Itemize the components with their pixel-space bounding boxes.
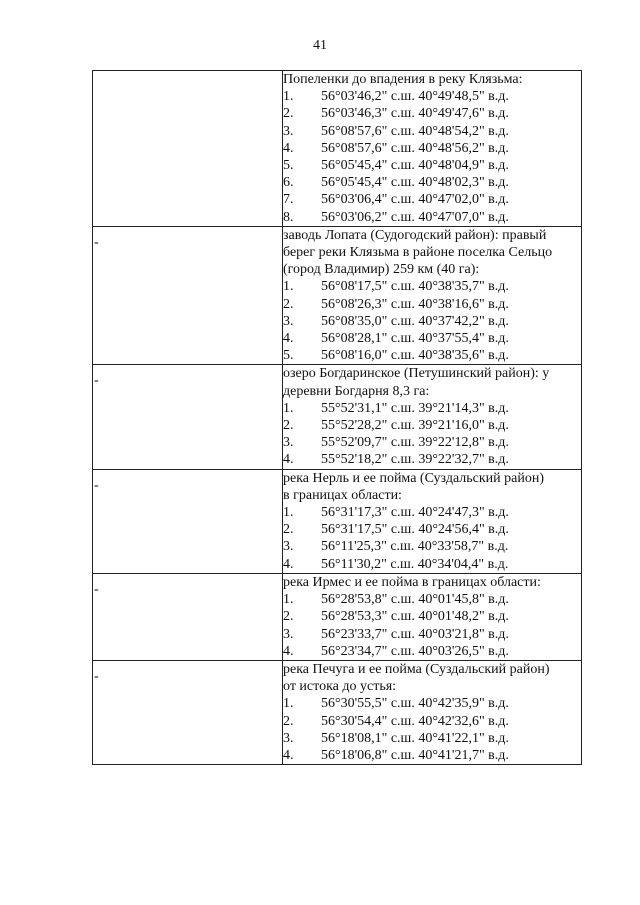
row-marker-cell xyxy=(93,365,283,469)
table-row xyxy=(93,660,582,764)
coordinate-value: 56°03'06,4" с.ш. 40°47'02,0" в.д. xyxy=(321,192,509,208)
coordinate-value: 56°08'28,1" с.ш. 40°37'55,4" в.д. xyxy=(321,331,509,347)
coordinate-value: 56°08'57,6" с.ш. 40°48'56,2" в.д. xyxy=(321,140,509,156)
coordinate-value: 56°31'17,3" с.ш. 40°24'47,3" в.д. xyxy=(321,505,509,521)
coordinate-number: 6. xyxy=(283,175,294,191)
table-row xyxy=(93,226,582,365)
coordinate-value: 56°08'26,3" с.ш. 40°38'16,6" в.д. xyxy=(321,296,509,312)
object-description-cell xyxy=(283,660,582,764)
coordinate-value: 56°23'33,7" с.ш. 40°03'21,8" в.д. xyxy=(321,626,509,642)
coordinate-item xyxy=(283,713,581,730)
coordinate-item xyxy=(283,643,581,660)
row-dash-marker: - xyxy=(94,581,99,597)
coordinate-number: 1. xyxy=(283,696,294,712)
coordinate-number: 4. xyxy=(283,331,294,347)
coordinate-value: 56°30'54,4" с.ш. 40°42'32,6" в.д. xyxy=(321,713,509,729)
coordinate-number: 1. xyxy=(283,592,294,608)
coordinate-value: 55°52'18,2" с.ш. 39°22'32,7" в.д. xyxy=(321,452,509,468)
coordinate-item xyxy=(283,504,581,521)
coordinate-item xyxy=(283,140,581,157)
row-dash-marker: - xyxy=(94,234,99,250)
table-row xyxy=(93,71,582,227)
coordinate-number: 1. xyxy=(283,89,294,105)
coordinate-value: 56°11'25,3" с.ш. 40°33'58,7" в.д. xyxy=(321,539,509,555)
coordinate-item xyxy=(283,88,581,105)
coordinate-value: 56°03'06,2" с.ш. 40°47'07,0" в.д. xyxy=(321,209,509,225)
table-body xyxy=(93,71,582,765)
row-dash-marker: - xyxy=(94,668,99,684)
coordinate-number: 4. xyxy=(283,452,294,468)
coordinate-value: 56°05'45,4" с.ш. 40°48'02,3" в.д. xyxy=(321,175,509,191)
coordinate-item xyxy=(283,730,581,747)
coordinate-number: 3. xyxy=(283,626,294,642)
coordinate-number: 3. xyxy=(283,313,294,329)
coordinate-item xyxy=(283,296,581,313)
object-description-line: река Печуга и ее пойма (Суздальский район) xyxy=(283,661,550,677)
row-dash-marker: - xyxy=(94,477,99,493)
coordinate-value: 56°03'46,3" с.ш. 40°49'47,6" в.д. xyxy=(321,106,509,122)
coordinate-value: 55°52'28,2" с.ш. 39°21'16,0" в.д. xyxy=(321,418,509,434)
object-description-line: берег реки Клязьма в районе поселка Сельцо xyxy=(283,245,553,261)
coordinate-value: 56°28'53,3" с.ш. 40°01'48,2" в.д. xyxy=(321,609,509,625)
coordinate-value: 55°52'31,1" с.ш. 39°21'14,3" в.д. xyxy=(321,400,509,416)
object-description-cell xyxy=(283,71,582,227)
object-description-line: озеро Богдаринское (Петушинский район): у xyxy=(283,366,550,382)
object-description-line: в границах области: xyxy=(283,487,402,503)
coordinate-item xyxy=(283,538,581,555)
coordinate-number: 3. xyxy=(283,730,294,746)
coordinate-item xyxy=(283,123,581,140)
row-dash-marker: - xyxy=(94,373,99,389)
coordinate-number: 4. xyxy=(283,556,294,572)
object-description-line: заводь Лопата (Судогодский район): правый xyxy=(283,227,547,243)
coordinate-number: 3. xyxy=(283,539,294,555)
row-marker-cell xyxy=(93,226,283,365)
object-description-cell xyxy=(283,573,582,660)
coordinate-value: 56°31'17,5" с.ш. 40°24'56,4" в.д. xyxy=(321,522,509,538)
object-description-line: деревни Богдарня 8,3 га: xyxy=(283,383,430,399)
object-description-cell xyxy=(283,469,582,573)
table-row xyxy=(93,469,582,573)
row-marker-cell xyxy=(93,469,283,573)
coordinate-value: 55°52'09,7" с.ш. 39°22'12,8" в.д. xyxy=(321,435,509,451)
object-description-cell xyxy=(283,365,582,469)
coordinate-number: 3. xyxy=(283,435,294,451)
coordinate-item xyxy=(283,556,581,573)
coordinate-number: 4. xyxy=(283,747,294,763)
coordinate-number: 2. xyxy=(283,609,294,625)
coordinate-number: 2. xyxy=(283,713,294,729)
coordinate-number: 1. xyxy=(283,400,294,416)
coordinate-value: 56°11'30,2" с.ш. 40°34'04,4" в.д. xyxy=(321,556,509,572)
coordinate-item xyxy=(283,105,581,122)
coordinate-value: 56°18'06,8" с.ш. 40°41'21,7" в.д. xyxy=(321,747,509,763)
coordinate-number: 2. xyxy=(283,296,294,312)
coordinate-number: 5. xyxy=(283,158,294,174)
object-description-line: от истока до устья: xyxy=(283,679,397,695)
coordinate-item xyxy=(283,157,581,174)
coordinate-number: 5. xyxy=(283,348,294,364)
coordinate-number: 2. xyxy=(283,522,294,538)
coordinate-value: 56°30'55,5" с.ш. 40°42'35,9" в.д. xyxy=(321,696,509,712)
object-description-line: река Нерль и ее пойма (Суздальский район) xyxy=(283,470,545,486)
coordinate-item xyxy=(283,191,581,208)
coordinate-item xyxy=(283,347,581,364)
coordinate-item xyxy=(283,209,581,226)
coordinate-value: 56°23'34,7" с.ш. 40°03'26,5" в.д. xyxy=(321,643,509,659)
coordinate-item xyxy=(283,313,581,330)
coordinate-value: 56°18'08,1" с.ш. 40°41'22,1" в.д. xyxy=(321,730,509,746)
coordinate-item xyxy=(283,278,581,295)
coordinate-number: 7. xyxy=(283,192,294,208)
coordinate-item xyxy=(283,747,581,764)
coordinate-value: 56°08'16,0" с.ш. 40°38'35,6" в.д. xyxy=(321,348,509,364)
object-description-line: река Ирмес и ее пойма в границах области: xyxy=(283,574,541,590)
object-description-line: (город Владимир) 259 км (40 га): xyxy=(283,262,480,278)
table-row xyxy=(93,365,582,469)
coordinate-number: 8. xyxy=(283,209,294,225)
coordinate-number: 4. xyxy=(283,140,294,156)
row-marker-cell xyxy=(93,573,283,660)
coordinate-value: 56°08'57,6" с.ш. 40°48'54,2" в.д. xyxy=(321,123,509,139)
coordinate-item xyxy=(283,174,581,191)
coordinate-item xyxy=(283,626,581,643)
row-marker-cell xyxy=(93,71,283,227)
protected-areas-table xyxy=(92,70,582,765)
table-row xyxy=(93,573,582,660)
coordinate-item xyxy=(283,521,581,538)
page-number: 41 xyxy=(313,38,327,53)
coordinate-item xyxy=(283,608,581,625)
object-description-line: Попеленки до впадения в реку Клязьма: xyxy=(283,72,523,87)
coordinate-item xyxy=(283,434,581,451)
coordinate-item xyxy=(283,695,581,712)
coordinate-item xyxy=(283,417,581,434)
coordinate-value: 56°08'17,5" с.ш. 40°38'35,7" в.д. xyxy=(321,279,509,295)
coordinate-number: 3. xyxy=(283,123,294,139)
coordinate-value: 56°08'35,0" с.ш. 40°37'42,2" в.д. xyxy=(321,313,509,329)
coordinate-value: 56°05'45,4" с.ш. 40°48'04,9" в.д. xyxy=(321,158,509,174)
coordinate-number: 2. xyxy=(283,106,294,122)
coordinate-number: 1. xyxy=(283,505,294,521)
coordinate-item xyxy=(283,330,581,347)
object-description-cell xyxy=(283,226,582,365)
coordinate-value: 56°03'46,2" с.ш. 40°49'48,5" в.д. xyxy=(321,89,509,105)
row-marker-cell xyxy=(93,660,283,764)
coordinate-number: 2. xyxy=(283,418,294,434)
coordinate-number: 1. xyxy=(283,279,294,295)
coordinate-value: 56°28'53,8" с.ш. 40°01'45,8" в.д. xyxy=(321,592,509,608)
coordinate-item xyxy=(283,400,581,417)
coordinate-number: 4. xyxy=(283,643,294,659)
coordinate-item xyxy=(283,591,581,608)
coordinate-item xyxy=(283,451,581,468)
